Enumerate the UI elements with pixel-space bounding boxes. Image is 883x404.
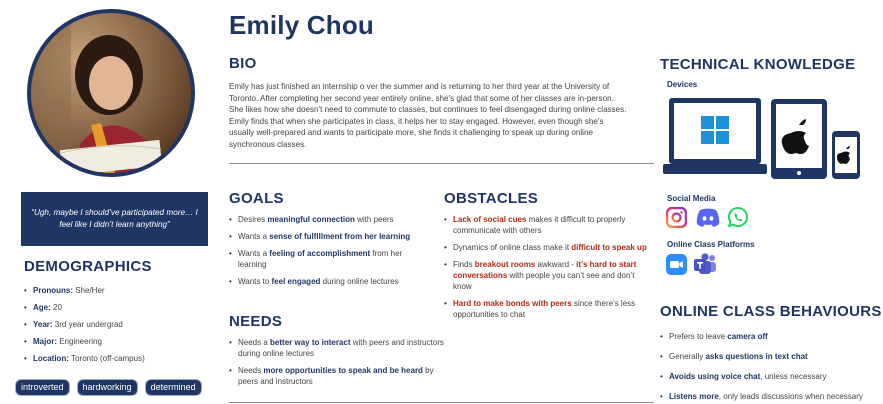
trait-tag: introverted xyxy=(16,380,69,395)
trait-tag: hardworking xyxy=(78,380,137,395)
goals-heading: GOALS xyxy=(229,190,284,207)
list-item: • Age: 20 xyxy=(24,302,214,313)
obstacles-heading: OBSTACLES xyxy=(444,190,539,207)
demographics-list xyxy=(24,285,214,370)
needs-heading: NEEDS xyxy=(229,313,283,330)
list-item: • Prefers to leave camera off xyxy=(660,331,882,342)
demographics-heading: DEMOGRAPHICS xyxy=(24,258,152,275)
persona-quote: “Ugh, maybe I should’ve participated more… I feel like I didn’t learn anything” xyxy=(21,192,208,246)
list-item: • Wants a feeling of accomplishment from her learning xyxy=(229,248,429,270)
instagram-icon xyxy=(666,207,687,228)
list-item: • Dynamics of online class make it difficult to speak up xyxy=(444,242,654,253)
obstacles-list xyxy=(444,214,654,326)
trait-tags xyxy=(16,380,201,395)
list-item: • Wants a sense of fulfillment from her learning xyxy=(229,231,429,242)
behaviours-heading: ONLINE CLASS BEHAVIOURS xyxy=(660,303,882,320)
divider xyxy=(229,402,654,403)
list-item: • Finds breakout rooms awkward - it’s hard to start conversations with people you can’t see and don’t know xyxy=(444,259,654,292)
list-item: • Generally asks questions in text chat xyxy=(660,351,882,362)
list-item: • Wants to feel engaged during online lectures xyxy=(229,276,429,287)
behaviours-list xyxy=(660,331,882,404)
persona-name: Emily Chou xyxy=(229,10,375,40)
list-item: • Needs a better way to interact with peers and instructors during online lectures xyxy=(229,337,444,359)
divider xyxy=(229,163,654,164)
bio-heading: BIO xyxy=(229,55,257,72)
whatsapp-icon xyxy=(728,207,748,227)
list-item: • Location: Toronto (off-campus) xyxy=(24,353,214,364)
devices-label: Devices xyxy=(667,80,698,89)
list-item: • Listens more, only leads discussions when necessary xyxy=(660,391,882,402)
zoom-icon xyxy=(666,254,687,275)
list-item: • Desires meaningful connection with peers xyxy=(229,214,429,225)
list-item: • Lack of social cues makes it difficult to properly communicate with others xyxy=(444,214,654,236)
goals-list xyxy=(229,214,429,293)
list-item: • Year: 3rd year undergrad xyxy=(24,319,214,330)
phone-icon xyxy=(832,131,860,179)
tablet-icon xyxy=(771,99,827,179)
list-item: • Needs more opportunities to speak and be heard by peers and instructors xyxy=(229,365,444,387)
list-item: • Pronouns: She/Her xyxy=(24,285,214,296)
persona-photo xyxy=(27,9,195,177)
list-item: • Avoids using voice chat, unless necessary xyxy=(660,371,882,382)
teams-icon xyxy=(693,253,717,276)
list-item: • Major: Engineering xyxy=(24,336,214,347)
discord-icon xyxy=(696,208,720,227)
list-item: • Hard to make bonds with peers since there’s less opportunities to chat xyxy=(444,298,654,320)
needs-list xyxy=(229,337,444,393)
platforms-label: Online Class Platforms xyxy=(667,240,755,249)
trait-tag: determined xyxy=(146,380,201,395)
laptop-icon xyxy=(663,96,767,180)
social-media-label: Social Media xyxy=(667,194,716,203)
bio-text: Emily has just finished an internship o ver the summer and is returning to her third year at the University of Toronto. After completing her second year entirely online, she's glad that some of her classes are in-person. She likes how she doesn't need to commute to classes, but continues to feel disengaged during online classes. Emily finds that when she participates in class, it helps her to stay engaged. However, even though she's usually well-prepared and wants to participate more, she finds it challenging to speak up during online synchronous classes. xyxy=(229,82,627,149)
technical-heading: TECHNICAL KNOWLEDGE xyxy=(660,56,856,73)
